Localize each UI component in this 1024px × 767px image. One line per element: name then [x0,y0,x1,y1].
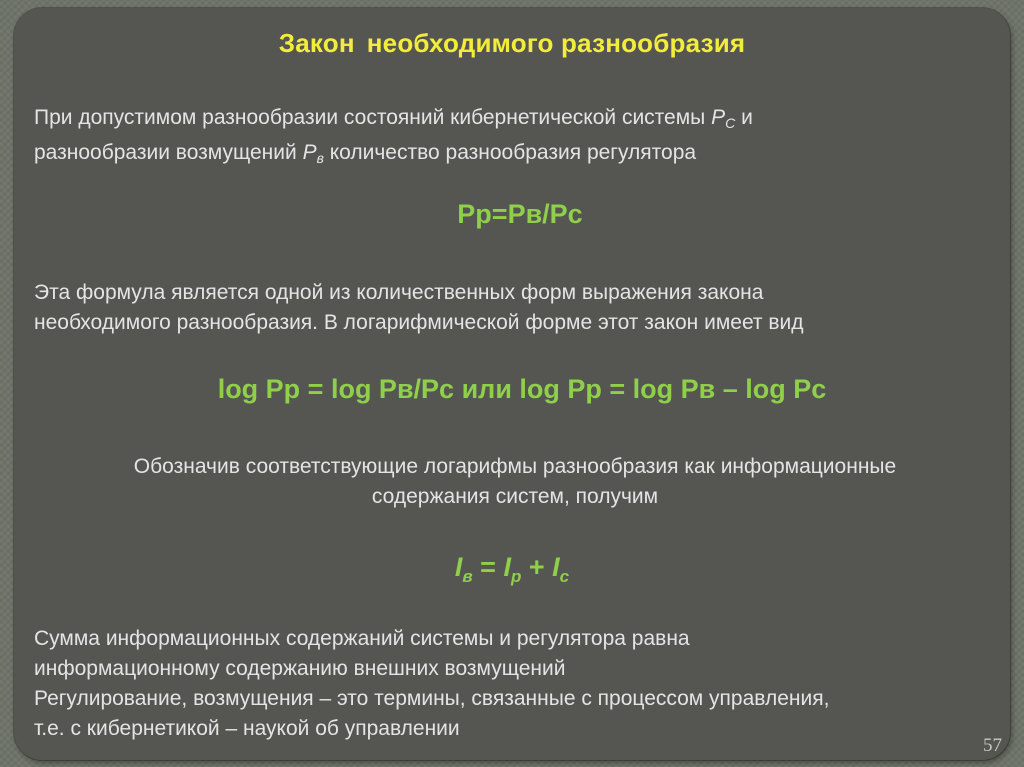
conclusion-line-1: Сумма информационных содержаний системы и регулятора равна [34,627,690,650]
explanation-line-2: необходимого разнообразия. В логарифмической форме этот закон имеет вид [34,311,804,334]
explanation-paragraph [34,278,994,338]
variable-pc: $P_C$ [711,106,736,131]
formula-ratio: Рр=Рв/Рс [457,199,583,229]
notation-line-2: содержания систем, получим [371,485,659,508]
page-number: 57 [983,735,1002,756]
intro-paragraph [34,103,994,173]
formula-information: $I_в = I_р + I_с$ [454,552,570,586]
variable-pv: $P_в$ [302,141,324,166]
intro-line-1: При допустимом разнообразии состояний кибернетической системы $P_C$ и [34,106,753,131]
notation-paragraph [40,452,990,512]
slide-title: Закон необходимого разнообразия [278,28,746,58]
conclusion-paragraph [34,624,1014,744]
intro-line-2: разнообразии возмущений $P_в$ количество разнообразия регулятора [34,141,697,166]
conclusion-line-4: т.е. с кибернетикой – наукой об управлении [34,717,460,740]
explanation-line-1: Эта формула является одной из количественных форм выражения закона [34,281,764,304]
conclusion-line-3: Регулирование, возмущения – это термины, связанные с процессом управления, [34,687,830,710]
notation-line-1: Обозначив соответствующие логарифмы разнообразия как информационные [133,455,897,478]
conclusion-line-2: информационному содержанию внешних возмущений [34,657,566,680]
formula-logarithmic: log Рр = log Рв/Рс или log Рр = log Рв – log Рс [217,374,827,404]
